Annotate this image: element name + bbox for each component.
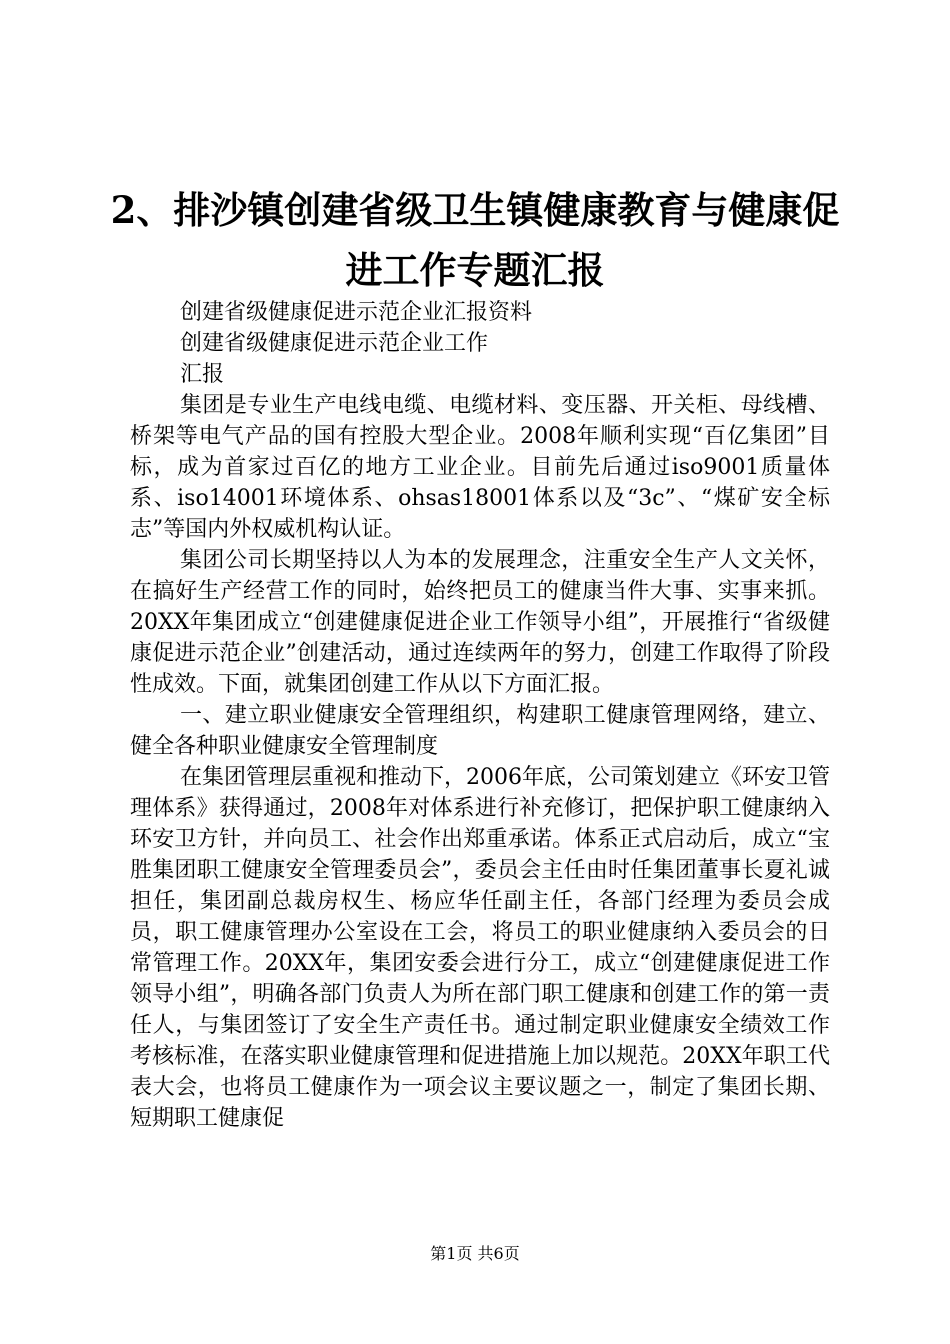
- paragraph-subtitle-2: 创建省级健康促进示范企业工作: [180, 331, 489, 356]
- document-title-line-2: 进工作专题汇报: [345, 248, 605, 292]
- document-body: [130, 297, 830, 1134]
- paragraph-subtitle-3: 汇报: [180, 362, 225, 387]
- paragraph-health-philosophy: 集团公司长期坚持以人为本的发展理念，注重安全生产人文关怀，在搞好生产经营工作的同时，始终把员工的健康当件大事、实事来抓。20XX年集团成立“创建健康促进企业工作领导小组”，开展推行“省级健康促进示范企业”创建活动，通过连续两年的努力，创建工作取得了阶段性成效。下面，就集团创建工作从以下方面汇报。: [130, 548, 830, 697]
- section-heading-1: 一、建立职业健康安全管理组织，构建职工健康管理网络，建立、健全各种职业健康安全管理制度: [130, 703, 830, 759]
- page-footer: 第1页 共6页: [430, 1244, 520, 1263]
- document-title-line-1: 2、排沙镇创建省级卫生镇健康教育与健康促: [110, 188, 840, 232]
- paragraph-management-system: 在集团管理层重视和推动下，2006年底，公司策划建立《环安卫管理体系》获得通过，2008年对体系进行补充修订，把保护职工健康纳入环安卫方针，并向员工、社会作出郑重承诺。体系正式启动后，成立“宝胜集团职工健康安全管理委员会”，委员会主任由时任集团董事长夏礼诚担任，集团副总裁房权生、杨应华任副主任，各部门经理为委员会成员，职工健康管理办公室设在工会，将员工的职业健康纳入委员会的日常管理工作。20XX年，集团安委会进行分工，成立“创建健康促进工作领导小组”，明确各部门负责人为所在部门职工健康和创建工作的第一责任人，与集团签订了安全生产责任书。通过制定职业健康安全绩效工作考核标准，在落实职业健康管理和促进措施上加以规范。20XX年职工代表大会，也将员工健康作为一项会议主要议题之一，制定了集团长期、短期职工健康促: [130, 765, 830, 1131]
- paragraph-company-intro: 集团是专业生产电线电缆、电缆材料、变压器、开关柜、母线槽、桥架等电气产品的国有控股大型企业。2008年顺利实现“百亿集团”目标，成为首家过百亿的地方工业企业。目前先后通过iso9001质量体系、iso14001环境体系、ohsas18001体系以及“3c”、“煤矿安全标志”等国内外权威机构认证。: [130, 393, 830, 542]
- paragraph-subtitle-1: 创建省级健康促进示范企业汇报资料: [180, 300, 533, 325]
